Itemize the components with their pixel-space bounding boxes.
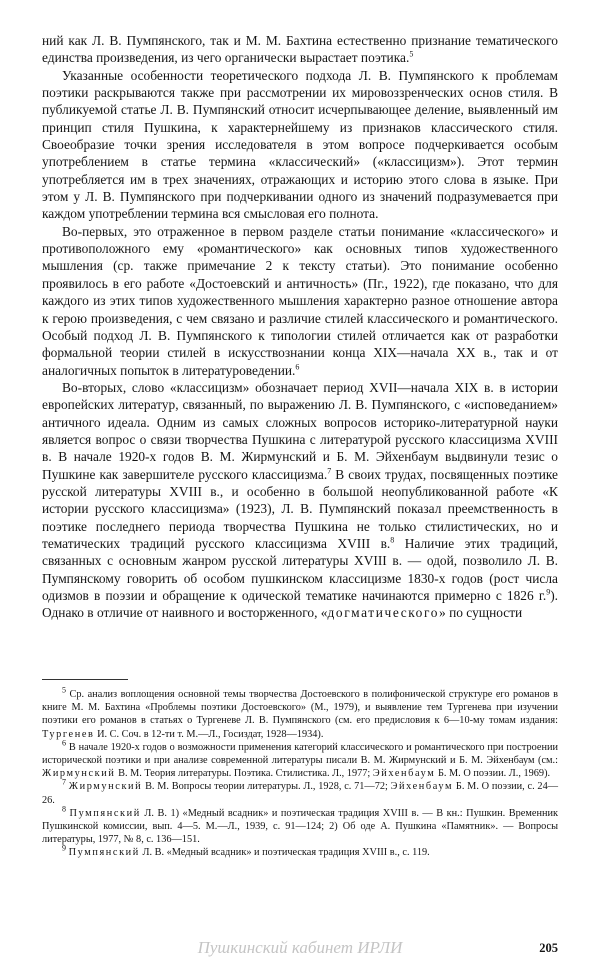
- paragraph: Во-первых, это отраженное в первом разделе статьи понимание «классического» и противоположного ему «романтического» как основных типов художественного мышления (ср. также примечание 2 к тексту статьи). Это понимание особенно проявилось в его работе «Достоевский и античность» (Пг., 1922), где показано, что для каждого из этих типов художественного мышления характерно разное отношение автора к герою произведения, с чем связано и различие стилей классического и романтического. Особый подход Л. В. Пумпянского к типологии стилей отличается как от разработки формальной теории стилей в искусствознании конца XIX—начала XX в., так и от аналогичных попыток в литературоведении.$^6$: [42, 223, 558, 378]
- footnote: $^7$ Жирмунский В. М. Вопросы теории литературы. Л., 1928, с. 71—72; Эйхенбаум Б. М. О поэзии, с. 24—26.: [42, 778, 559, 806]
- footnote-ref[interactable]: 5: [409, 49, 414, 59]
- paragraph: ний как Л. В. Пумпянского, так и М. М. Бахтина естественно признание тематического единства произведения, из чего органически вырастает поэтика.$^5$: [42, 33, 558, 66]
- footnote: $^5$ Ср. анализ воплощения основной темы творчества Достоевского в полифонической структуре его романов в книге М. М. Бахтина «Проблемы поэтики Достоевского» (М., 1979), и выявление тем Тургенева при изучении поэтики его романов в статьях о Тургеневе Л. В. Пумпянского (см. его предисловия к 6—10-му томам издания: Тургенев И. С. Соч. в 12-ти т. М.—Л., Госиздат, 1928—1934).: [42, 685, 559, 740]
- footnote-ref[interactable]: 9: [546, 587, 551, 597]
- paragraph: Указанные особенности теоретического подхода Л. В. Пумпянского к проблемам поэтики раскрываются также при рассмотрении их мировоззренческих основ стиля. В публикуемой статье Л. В. Пумпянский относит исчерпывающее деление, выявленный им принцип стиля Пушкина, к характернейшему из признаков классического стиля. Своеобразие точки зрения исследователя в этом вопросе подчеркивается особым употреблением в статье термина «классический» («классицизм»). Этот термин употребляется им в трех значениях, отражающих и историю этого слова в языке. При этом у Л. В. Пумпянского при подчеркивании одного из значений подразумевается при каждом употреблении термина вся смысловая его полнота.: [42, 67, 558, 222]
- footnote-divider: [42, 679, 128, 680]
- footnote: $^9$ Пумпянский Л. В. «Медный всадник» и поэтическая традиция XVIII в., с. 119.: [62, 844, 430, 859]
- footnote: $^8$ Пумпянский Л. В. 1) «Медный всадник» и поэтическая традиция XVIII в. — В кн.: Пушкин. Временник Пушкинской комиссии, вып. 4—5. М.—Л., 1939, с. 91—124; 2) Об оде А. Пушкина «Памятник». — Вопросы литературы, 1977, № 8, с. 136—151.: [42, 804, 558, 846]
- footnotes: [42, 685, 559, 860]
- footnote-ref[interactable]: 8: [390, 535, 395, 545]
- main-text: [42, 32, 558, 622]
- page-number: 205: [539, 941, 558, 955]
- footnote-ref[interactable]: 6: [295, 362, 300, 372]
- footnote-ref[interactable]: 7: [327, 466, 332, 476]
- paragraph: Во-вторых, слово «классицизм» обозначает период XVII—начала XIX в. в истории европейских литератур, связанный, по выражению Л. В. Пумпянского, с «исповеданием» античного идеала. Одним из самых сложных вопросов историко-литературной науки является вопрос о связи творчества Пушкина с литературой русского классицизма XVIII в. В начале 1920-х годов В. М. Жирмунский и Б. М. Эйхенбаум выдвинули тезис о Пушкине как завершителе русского классицизма.$^7$ В своих трудах, посвященных поэтике русской литературы XVIII в., и особенно в большой неопубликованной работе «К истории русского классицизма» (1923), Л. В. Пумпянский показал преемственность в поэтике последнего периода творчества Пушкина не только стилистических, но и тематических традиций русского классицизма XVIII в.$^8$ Наличие этих традиций, связанных с основным жанром русской литературы XVIII в. — одой, позволило Л. В. Пумпянскому говорить об особом пушкинском классицизме 1830-х годов (рост числа одизмов в поэзии и обращение к одической тематике начинаются примерно с 1826 г.$^9$). Однако в отличие от наивного и восторженного, «догматического» по сущности: [42, 379, 558, 621]
- watermark: Пушкинский кабинет ИРЛИ: [197, 938, 403, 957]
- footnote: $^6$ В начале 1920-х годов о возможности применения категорий классического и романтического при построении исторической поэтики и при анализе современной литературы писали В. М. Жирмунский и Б. М. Эйхенбаум (см.: Жирмунский В. М. Теория литературы. Поэтика. Стилистика. Л., 1977; Эйхенбаум Б. М. О поэзии. Л., 1969).: [42, 738, 558, 780]
